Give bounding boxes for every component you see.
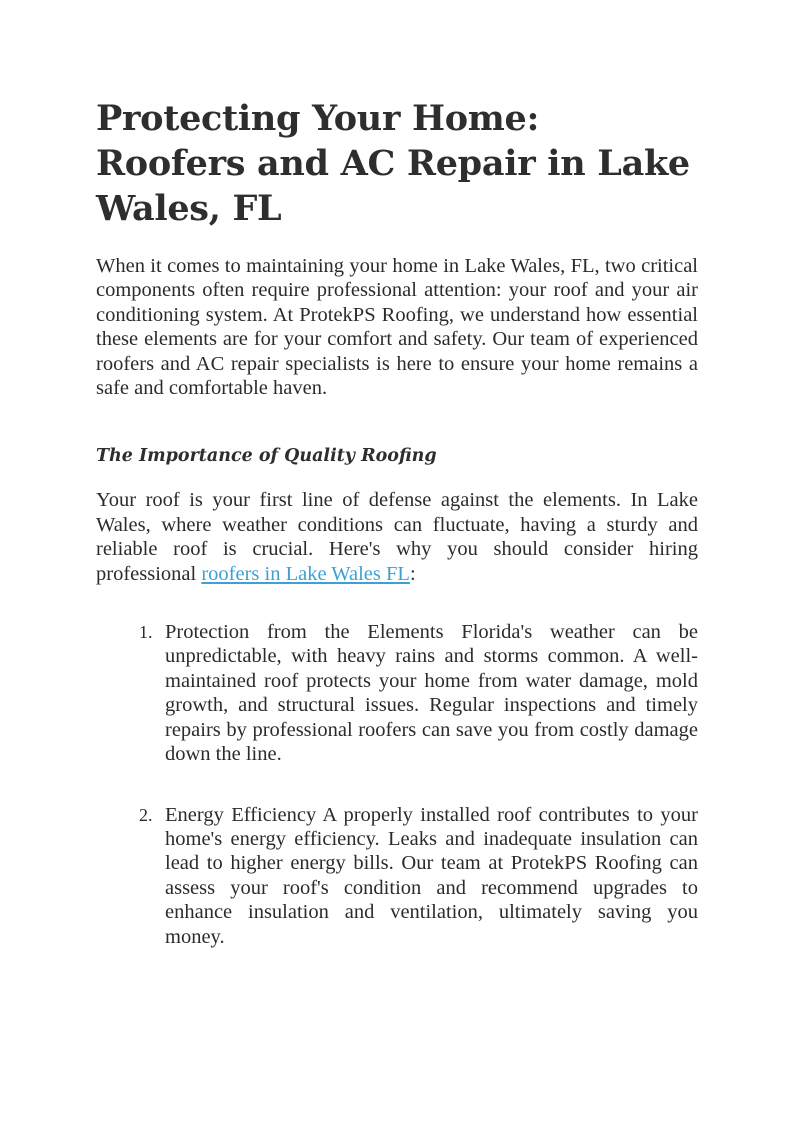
benefits-list	[96, 620, 698, 949]
list-item-number: 2.	[139, 804, 153, 825]
list-item	[139, 620, 698, 766]
section-heading: The Importance of Quality Roofing	[96, 446, 437, 467]
page-title: Protecting Your Home: Roofers and AC Repair in Lake Wales, FL	[96, 98, 690, 229]
roofers-link[interactable]: roofers in Lake Wales FL	[201, 562, 410, 585]
list-item-number: 1.	[139, 622, 153, 643]
list-item	[139, 803, 698, 949]
list-item-text: Energy Efficiency A properly installed roof contributes to your home's energy efficiency. Leaks and inadequate insulation can lead to higher energy bills. Our team at ProtekPS Roofing can assess your roof's condition and recommend upgrades to enhance insulation and ventilation, ultimately saving you money.	[165, 803, 698, 948]
roofing-paragraph-end: :	[409, 562, 416, 585]
roofing-paragraph-text: Your roof is your first line of defense against the elements. In Lake Wales, where weather conditions can fluctuate, having a sturdy and reliable roof is crucial. Here's why you should consider hiring professional	[96, 489, 698, 585]
document-page	[96, 96, 698, 949]
list-item-text: Protection from the Elements Florida's weather can be unpredictable, with heavy rains and storms common. A well-maintained roof protects your home from water damage, mold growth, and structural issues. Regular inspections and timely repairs by professional roofers can save you from costly damage down the line.	[165, 621, 698, 766]
roofing-paragraph	[96, 488, 698, 586]
intro-paragraph: When it comes to maintaining your home in Lake Wales, FL, two critical components often require professional attention: your roof and your air conditioning system. At ProtekPS Roofing, we understand how essential these elements are for your comfort and safety. Our team of experienced roofers and AC repair specialists is here to ensure your home remains a safe and comfortable haven.	[96, 255, 698, 400]
